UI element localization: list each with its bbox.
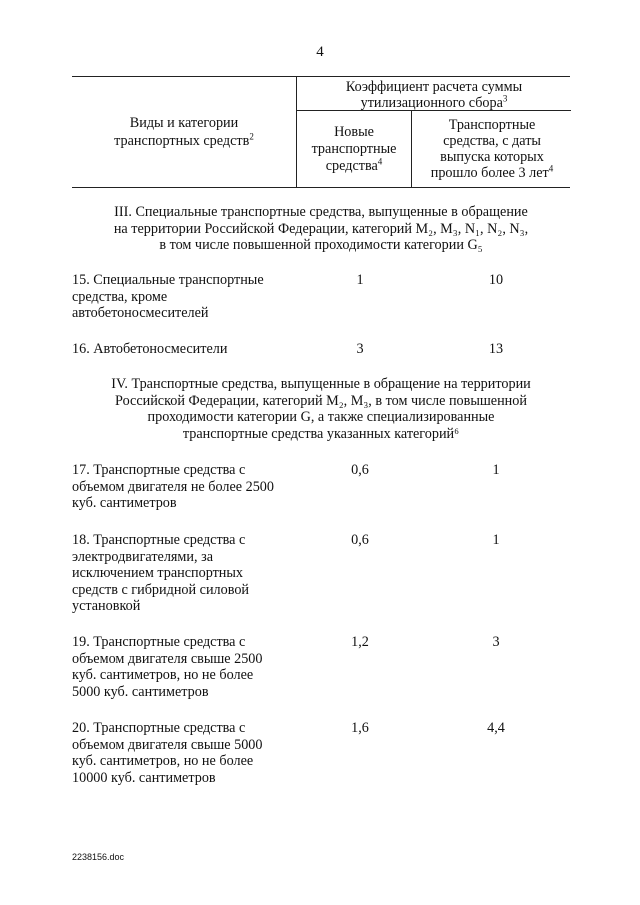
header-new-vehicles: Новые транспортные средства$^4$ [311,123,397,174]
row-label: 16. Автобетоносмесители [72,341,228,357]
row-value-old: 10 [488,272,504,288]
row-value-new: 3 [356,341,364,357]
header-coefficient: Коэффициент расчета суммы утилизационного сбора$^3$ [297,77,571,111]
row-value-new: 1,2 [351,634,369,650]
row-value-old: 3 [492,634,500,650]
row-label: 15. Специальные транспортные средства, кроме автобетоносмесителей [72,272,264,321]
row-value-old: 4,4 [487,720,505,736]
row-label: 19. Транспортные средства с объемом двигателя свыше 2500 куб. сантиметров, но не более 5000 куб. сантиметров [72,634,263,700]
row-value-old: 1 [492,532,500,548]
header-coefficient-group [296,77,571,187]
row-value-new: 1,6 [351,720,369,736]
row-label: 17. Транспортные средства с объемом двигателя не более 2500 куб. сантиметров [72,462,274,511]
page-number: 4 [316,44,324,60]
row-value-new: 0,6 [351,462,369,478]
header-old-vehicles: Транспортные средства, с даты выпуска которых прошло более 3 лет$^4$ [411,111,572,187]
table-header [72,76,570,188]
row-label: 20. Транспортные средства с объемом двигателя свыше 5000 куб. сантиметров, но не более 10000 куб. сантиметров [72,720,263,786]
header-vehicle-types: Виды и категории транспортных средств$^2$ [114,115,254,149]
row-label: 18. Транспортные средства с электродвигателями, за исключением транспортных средств с гибридной силовой установкой [72,532,250,614]
row-value-new: 1 [356,272,364,288]
section-title-IV: IV. Транспортные средства, выпущенные в обращение на территории Российской Федерации, категорий M₂, M₃, в том числе повышенной проходимости категории G, а также специализированные транспортные средства указанных категорий⁶ [111,376,531,442]
section-title-III: III. Специальные транспортные средства, выпущенные в обращение на территории Российской Федерации, категорий M₂, M₃, N₁, N₂, N₃, в том числе повышенной проходимости категории G₅ [113,204,529,253]
row-value-old: 1 [492,462,500,478]
row-value-old: 13 [488,341,504,357]
row-value-new: 0,6 [351,532,369,548]
document-filename: 2238156.doc [72,852,125,862]
